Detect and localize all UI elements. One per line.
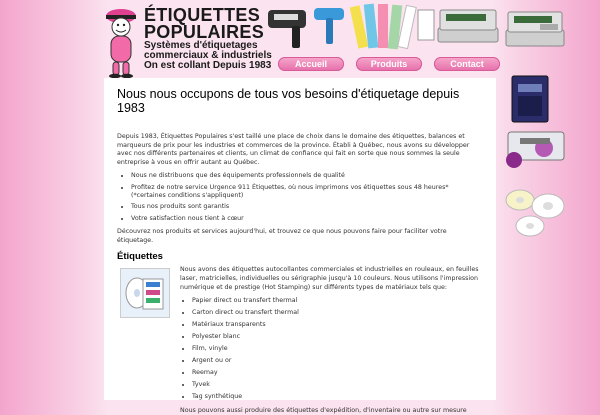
- logo-line-3: Systèmes d'étiquetages: [144, 40, 258, 51]
- list-item: • Carton direct ou transfert thermal: [192, 309, 483, 318]
- list-item: • Tyvek: [192, 381, 483, 390]
- list-item: • Profitez de notre service Urgence 911 Étiquettes, où nous imprimons vos étiquettes sous 48 heures* (*certaines conditions s'appliquent): [131, 184, 483, 201]
- industrial-printer-icon: [506, 132, 564, 168]
- intro-paragraph: Depuis 1983, Étiquettes Populaires s'est taillé une place de choix dans le domaine des étiquettes, balances et marqueurs de prix pour les industries et commerces de la province. Établi à Québec, nous avons su développer avec nos différents partenaires et clients, un climat de confiance qui fait en sorte que nous sommes la seule entreprise à vous en offrir autant au Québec.: [117, 133, 470, 166]
- retail-scale-icon: [506, 12, 564, 46]
- section-title-etiquettes: Étiquettes: [117, 251, 163, 263]
- main-nav: [278, 57, 500, 71]
- logo-line-2: POPULAIRES: [144, 22, 265, 42]
- list-item: • Votre satisfaction nous tient à cœur: [131, 215, 483, 224]
- right-products-column: [500, 0, 600, 400]
- logo-title: [144, 7, 264, 41]
- list-item: • Tag synthétique: [192, 393, 483, 402]
- label-printer-icon: [512, 76, 548, 122]
- list-item: • Papier direct ou transfert thermal: [192, 297, 483, 306]
- mascot-logo-icon: [103, 6, 139, 78]
- list-item: • Tous nos produits sont garantis: [131, 203, 483, 212]
- header-products-image: [268, 2, 500, 54]
- logo-line-4: commerciaux & industriels: [144, 50, 272, 61]
- tag-gun-icon: [314, 8, 344, 44]
- closing-paragraph: Nous pouvons aussi produire des étiquettes d'expédition, d'inventaire ou autre sur mesure: [180, 406, 467, 414]
- logo-subtitle: [144, 41, 272, 71]
- materials-list: [180, 297, 483, 401]
- list-item: • Matériaux transparents: [192, 321, 483, 330]
- nav-produits-button[interactable]: Produits: [356, 57, 422, 71]
- receipt-icon: [418, 10, 434, 40]
- etiquettes-paragraph: Nous avons des étiquettes autocollantes commerciales et industrielles en rouleaux, en feuilles laser, matricielles, individuelles ou sérigraphie jusqu'à 10 couleurs. Nous utilisons l'impression numérique et de prestige (Hot Stamping) sur différents types de matériaux tels que:: [180, 266, 479, 291]
- list-item: • Argent ou or: [192, 357, 483, 366]
- outro-paragraph: Découvrez nos produits et services aujourd'hui, et trouvez ce que nous pouvons faire pour faciliter votre étiquetage.: [117, 228, 447, 244]
- label-rolls-icon: [350, 4, 417, 50]
- paper-rolls-icon: [506, 190, 564, 236]
- logo-line-1: ÉTIQUETTES: [144, 5, 261, 25]
- nav-contact-button[interactable]: Contact: [434, 57, 500, 71]
- scale-icon: [438, 10, 498, 42]
- etiquettes-section: [117, 266, 483, 415]
- main-content: [104, 78, 496, 414]
- list-item: • Reemay: [192, 369, 483, 378]
- list-item: • Film, vinyle: [192, 345, 483, 354]
- nav-accueil-button[interactable]: Accueil: [278, 57, 344, 71]
- list-item: • Polyester blanc: [192, 333, 483, 342]
- page-title: Nous nous occupons de tous vos besoins d'étiquetage depuis 1983: [117, 87, 460, 115]
- etiquettes-image: [120, 268, 170, 318]
- list-item: • Nous ne distribuons que des équipements professionnels de qualité: [131, 172, 483, 181]
- logo-line-5: On est collant Depuis 1983: [144, 60, 272, 71]
- site-header: [100, 0, 500, 78]
- features-list: [117, 172, 483, 223]
- price-gun-icon: [268, 10, 306, 48]
